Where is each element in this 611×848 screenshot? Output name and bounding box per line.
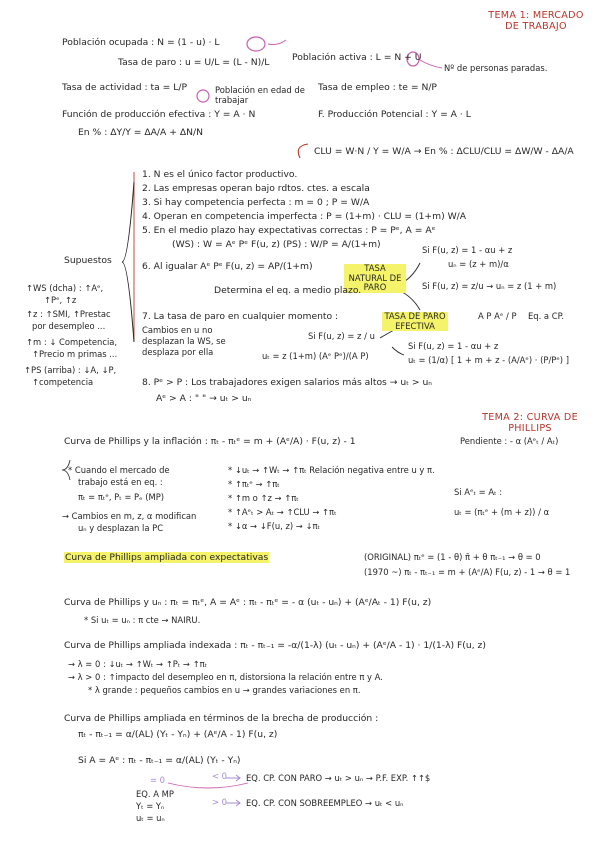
efecto-alpha: * ↓α → ↓F(u, z) → ↓πₜ [228, 521, 320, 531]
si-ae-igual-a: Si Aᵉₜ = Aₜ : [454, 487, 503, 497]
tasa-de-paro-efectiva: TASA DE PARO EFECTIVA [382, 312, 448, 331]
lambda-grande: * λ grande : pequeños cambios en u → grandes variaciones en π. [88, 685, 361, 695]
yt-igual-yn: Yₜ = Yₙ [136, 801, 165, 811]
igual-cero: = 0 [150, 775, 166, 785]
ws-ps-equations: (WS) : W = Aᵉ Pᵉ F(u, z) (PS) : W/P = A/(1+m) [172, 239, 381, 250]
supuesto-7: 7. La tasa de paro en cualquier momento : [142, 311, 339, 322]
personas-paradas-note: Nº de personas paradas. [444, 63, 548, 73]
side-note-ps-1: ↑PS (arriba) : ↓A, ↓P, [24, 365, 117, 375]
expectativas-original: (ORIGINAL) πₜᵉ = (1 - θ) π̄ + θ πₜ₋₁ → θ = 0 [364, 552, 541, 562]
efecto-m-z: * ↑m o ↑z → ↑πₜ [228, 493, 299, 503]
side-note-ws-2: ↑Pᵉ, ↑z [44, 295, 77, 305]
crecimiento-porcentual: En % : ΔY/Y = ΔA/A + ΔN/N [78, 127, 203, 138]
caso-lineal-ut: uₜ = (1/α) [ 1 + m + z - (A/Aᵉ) · (P/Pᵉ) ] [408, 355, 570, 365]
phillips-expectativas-label: Curva de Phillips ampliada con expectativas [65, 552, 269, 563]
expectativas-1970: (1970 ~) πₜ - πₜ₋₁ = m + (Aᵉ/A) F(u, z) - 1 → θ = 1 [364, 567, 571, 577]
funcion-produccion-potencial: F. Producción Potencial : Y = A · L [318, 109, 471, 120]
nota-ws-2: desplazan la WS, se [142, 336, 226, 346]
supuesto-8-ae: Aᵉ > A : " " → uₜ > uₙ [156, 393, 252, 404]
supuesto-8: 8. Pᵉ > P : Los trabajadores exigen salarios más altos → uₜ > uₙ [142, 377, 432, 388]
si-a-igual-ae: Si A = Aᵉ : πₜ - πₜ₋₁ = α/(AL) (Yₜ - Yₙ) [78, 755, 241, 766]
brecha-formula: πₜ - πₜ₋₁ = α/(AL) (Yₜ - Yₙ) + (Aᵉ/A - 1) F(u, z) [78, 729, 278, 740]
phillips-un: Curva de Phillips y uₙ : πₜ = πₜᵉ, A = Aᵉ : πₜ - πₜᵉ = - α (uₜ - uₙ) + (Aᵉ/Aₜ - 1) F(u, z) [64, 597, 432, 608]
nairu: * Si uₜ = uₙ : π cte → NAIRU. [84, 615, 201, 625]
eq-cp: Eq. a CP. [528, 311, 564, 321]
poblacion-ocupada: Población ocupada : N = (1 - u) · L [62, 37, 220, 48]
determina-eq-medio-plazo: Determina el eq. a medio plazo. [214, 285, 362, 296]
menor-cero: < 0 [212, 771, 228, 781]
efecto-ae: * ↑Aᵉₜ > Aₜ → ↑CLU → ↑πₜ [228, 507, 337, 517]
side-note-m-1: ↑m : ↓ Competencia, [26, 337, 118, 347]
phillips-brecha: Curva de Phillips ampliada en términos de la brecha de producción : [64, 713, 379, 724]
efecto-ut: * ↓uₜ → ↑Wₜ → ↑πₜ Relación negativa entre u y π. [228, 465, 435, 475]
nota-ws-1: Cambios en u no [142, 325, 213, 335]
mayor-cero: > 0 [212, 797, 228, 807]
poblacion-edad-trabajar-note: Población en edad de trabajar [215, 85, 305, 105]
eq-cp-con-paro: EQ. CP. CON PARO → uₜ > uₙ → P.F. EXP. ↑↑$ [246, 773, 431, 783]
supuesto-5: 5. En el medio plazo hay expectativas correctas : P = Pᵉ, A = Aᵉ [142, 225, 436, 236]
tasa-de-empleo: Tasa de empleo : te = N/P [318, 82, 437, 93]
supuesto-4: 4. Operan en competencia imperfecta : P = (1+m) · CLU = (1+m) W/A [142, 211, 467, 222]
poblacion-activa: Población activa : L = N + U [292, 52, 422, 63]
clu-formula: CLU = W·N / Y = W/A → En % : ΔCLU/CLU = ΔW/W - ΔA/A [314, 146, 574, 157]
supuesto-6: 6. Al igualar Aᵉ Pᵉ F(u, z) = AP/(1+m) [142, 261, 313, 272]
side-note-ws-1: ↑WS (dcha) : ↑Aᵉ, [26, 283, 104, 293]
tasa-de-paro: Tasa de paro : u = U/L = (L - N)/L [118, 57, 270, 68]
side-note-ps-2: ↑competencia [32, 377, 94, 387]
ut-igual-un: uₜ = uₙ [136, 813, 165, 823]
side-note-m-2: ↑Precio m primas ... [32, 349, 118, 359]
caso-lineal-un: uₙ = (z + m)/α [448, 259, 509, 269]
mercado-eq-2: trabajo está en eq. : [78, 477, 163, 487]
pendiente: Pendiente : - α (Aᵉₜ / Aₜ) [460, 436, 559, 446]
phillips-expectativas [64, 553, 269, 564]
supuestos-label: Supuestos [64, 255, 112, 266]
lambda-cero: → λ = 0 : ↓uₜ → ↑Wₜ → ↑Pₜ → ↑πₜ [68, 659, 208, 669]
caso-cociente-un: Si F(u, z) = z/u → uₙ = z (1 + m) [422, 281, 557, 291]
caso-lineal-f: Si F(u, z) = 1 - αu + z [422, 245, 513, 255]
side-note-z-2: por desempleo ... [32, 321, 106, 331]
tasa-de-actividad: Tasa de actividad : ta = L/P [62, 82, 188, 93]
supuesto-1: 1. N es el único factor productivo. [142, 169, 298, 180]
phillips-inflacion: Curva de Phillips y la inflación : πₜ - πₜᵉ = m + (Aᵉ/A) · F(u, z) - 1 [64, 436, 356, 447]
ut-expresion: uₜ = (πₜᵉ + (m + z)) / α [454, 507, 550, 517]
eq-mp: EQ. A MP [136, 789, 174, 799]
side-note-z-1: ↑z : ↑SMI, ↑Prestac [26, 309, 111, 319]
tasa-natural-de-paro: TASA NATURAL DE PARO [344, 264, 406, 293]
mercado-eq-1: * Cuando el mercado de [68, 465, 170, 475]
caso-cociente-ut: Si F(u, z) = z / u [308, 331, 375, 341]
tema1-title: TEMA 1: MERCADO DE TRABAJO [488, 10, 584, 33]
cambios-m-z-a-1: → Cambios en m, z, α modifican [62, 511, 197, 521]
ut-cociente: uₜ = z (1+m) (Aᵉ Pᵉ)/(A P) [262, 351, 369, 361]
supuesto-2: 2. Las empresas operan bajo rdtos. ctes. a escala [142, 183, 370, 194]
lambda-positiva: → λ > 0 : ↑impacto del desempleo en π, distorsiona la relación entre π y A. [68, 672, 383, 682]
caso-lineal-ut-f: Si F(u, z) = 1 - αu + z [408, 341, 499, 351]
tema2-title: TEMA 2: CURVA DE PHILLIPS [482, 412, 578, 435]
ap-ratio: A P Aᵉ / P [478, 311, 517, 321]
eq-cp-sobreempleo: EQ. CP. CON SOBREEMPLEO → uₜ < uₙ [246, 798, 404, 808]
mercado-eq-3: πₜ = πₜᵉ, Pₜ = Pₑ (MP) [78, 492, 165, 502]
cambios-m-z-a-2: uₙ y desplazan la PC [78, 523, 164, 533]
phillips-indexada: Curva de Phillips ampliada indexada : πₜ - πₜ₋₁ = -α/(1-λ) (uₜ - uₙ) + (Aᵉ/A - 1) · 1/(1-λ) F(u, z) [64, 640, 486, 651]
supuesto-3: 3. Si hay competencia perfecta : m = 0 ; P = W/A [142, 197, 370, 208]
funcion-produccion-efectiva: Función de producción efectiva : Y = A · N [62, 109, 256, 120]
efecto-expectativas: * ↑πₜᵉ → ↑πₜ [228, 479, 280, 489]
nota-ws-3: desplaza por ella [142, 347, 214, 357]
